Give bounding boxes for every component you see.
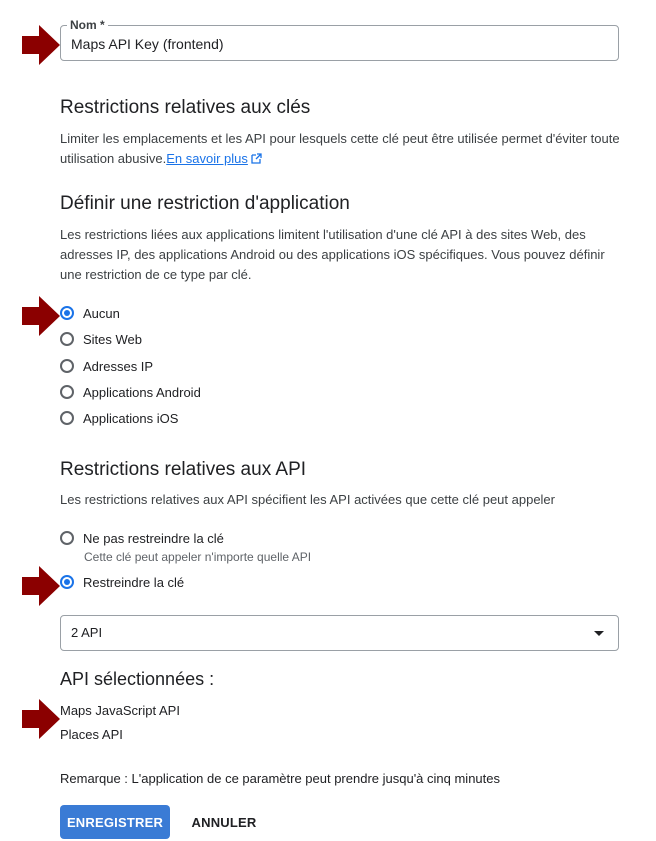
caret-down-icon xyxy=(594,631,604,636)
radio-button[interactable] xyxy=(60,359,74,373)
annotation-arrow-icon xyxy=(22,566,60,606)
radio-option-adresses-ip[interactable] xyxy=(60,356,153,376)
name-field-value[interactable]: Maps API Key (frontend) xyxy=(71,36,224,52)
selected-api-item: Maps JavaScript API xyxy=(60,703,180,718)
radio-option-restrict[interactable] xyxy=(60,572,184,592)
api-restrictions-description: Les restrictions relatives aux API spécifient les API activées que cette clé peut appeler xyxy=(60,492,555,507)
key-restrictions-title: Restrictions relatives aux clés xyxy=(60,97,311,118)
app-restriction-title: Définir une restriction d'application xyxy=(60,193,350,214)
api-restrictions-title: Restrictions relatives aux API xyxy=(60,459,307,480)
radio-label: Adresses IP xyxy=(83,358,154,374)
note-text: Remarque : L'application de ce paramètre peut prendre jusqu'à cinq minutes xyxy=(60,771,501,786)
radio-button[interactable] xyxy=(60,332,74,346)
radio-button[interactable] xyxy=(60,531,74,545)
radio-option-sites-web[interactable] xyxy=(60,329,142,349)
annotation-arrow-icon xyxy=(22,25,60,65)
radio-label: Ne pas restreindre la clé xyxy=(83,530,224,546)
radio-option-android[interactable] xyxy=(60,382,201,402)
radio-option-ios[interactable] xyxy=(60,408,178,428)
annotation-arrow-icon xyxy=(22,296,60,336)
selected-apis-title: API sélectionnées : xyxy=(60,669,215,689)
selected-api-item: Places API xyxy=(60,727,123,742)
external-link-icon[interactable] xyxy=(251,153,262,164)
radio-button-checked[interactable] xyxy=(60,575,74,589)
key-restrictions-description: Limiter les emplacements et les API pour lesquels cette clé peut être utilisée permet d'éviter toute utilisation abusive.En savoir plus xyxy=(60,131,620,166)
save-button[interactable]: ENREGISTRER xyxy=(60,805,170,839)
api-select-dropdown[interactable] xyxy=(60,615,619,651)
radio-label: Applications iOS xyxy=(83,410,179,426)
annotation-arrow-icon xyxy=(22,699,60,739)
api-select-value: 2 API xyxy=(71,625,103,640)
radio-label: Restreindre la clé xyxy=(83,574,185,590)
radio-label: Sites Web xyxy=(83,331,143,347)
radio-button[interactable] xyxy=(60,385,74,399)
radio-label: Applications Android xyxy=(83,384,201,400)
name-field[interactable] xyxy=(60,18,619,61)
radio-button[interactable] xyxy=(60,411,74,425)
name-field-label: Nom * xyxy=(67,17,108,33)
radio-button-checked[interactable] xyxy=(60,306,74,320)
no-restrict-hint: Cette clé peut appeler n'importe quelle API xyxy=(84,550,312,564)
learn-more-link[interactable]: En savoir plus xyxy=(166,151,248,166)
cancel-button[interactable]: ANNULER xyxy=(191,814,257,830)
radio-label: Aucun xyxy=(83,305,120,321)
radio-option-aucun[interactable] xyxy=(60,303,120,323)
app-restriction-description: Les restrictions liées aux applications limitent l'utilisation d'une clé API à des sites Web, des adresses IP, des applications Android ou des applications iOS spécifiques. Vous pouvez définir une restriction de ce type par clé. xyxy=(60,227,605,282)
radio-option-no-restrict[interactable] xyxy=(60,528,224,548)
